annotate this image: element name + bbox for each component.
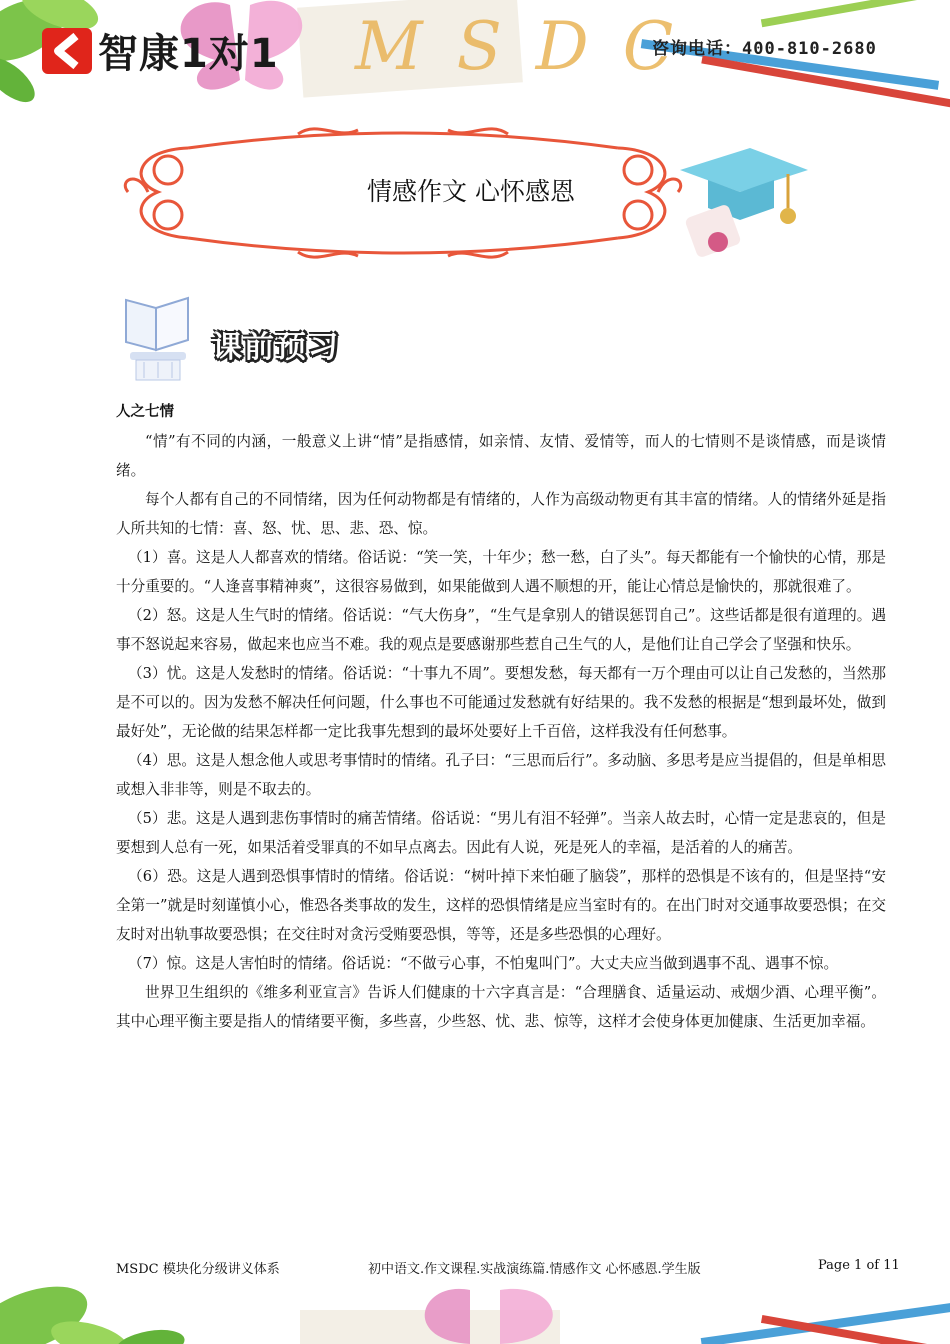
msdc-watermark: MSDC bbox=[355, 8, 708, 85]
footer-series: MSDC 模块化分级讲义体系 bbox=[116, 1262, 280, 1277]
page-header bbox=[0, 0, 950, 108]
brand-logo[interactable] bbox=[40, 22, 279, 79]
paragraph: 每个人都有自己的不同情绪，因为任何动物都是有情绪的，人作为高级动物更有其丰富的情绪。人的情绪外延是指人所共知的七情：喜、怒、忧、思、悲、恐、惊。 bbox=[116, 491, 886, 537]
paragraph: 世界卫生组织的《维多利亚宣言》告诉人们健康的十六字真言是：“合理膳食、适量运动、戒烟少酒、心理平衡”。其中心理平衡主要是指人的情绪要平衡，多些喜，少些怒、忧、悲、惊等，这样才会使身体更加健康、生活更加幸福。 bbox=[116, 984, 886, 1030]
footer-course-path: 初中语文.作文课程.实战演练篇.情感作文 心怀感恩.学生版 bbox=[368, 1262, 701, 1277]
hotline-text: 咨询电话：400-810-2680 bbox=[652, 39, 877, 59]
paragraph: （3）忧。这是人发愁时的情绪。俗话说：“十事九不周”。要想发愁，每天都有一万个理由可以让自己发愁的，当然那是不可以的。因为发愁不解决任何问题，什么事也不可能通过发愁就有好结果的。我不发愁的根据是“想到最坏处，做到最好处”，无论做的结果怎样都一定比我事先想到的最坏处要好上千百倍，这样我没有任何愁事。 bbox=[116, 665, 886, 740]
article-heading: 人之七情 bbox=[116, 404, 174, 420]
paragraph: （7）惊。这是人害怕时的情绪。俗话说：“不做亏心事，不怕鬼叫门”。大丈夫应当做到遇事不乱、遇事不惊。 bbox=[128, 955, 839, 972]
paragraph: （4）思。这是人想念他人或思考事情时的情绪。孔子曰：“三思而后行”。多动脑、多思考是应当提倡的，但是单相思或想入非非等，则是不取去的。 bbox=[116, 752, 886, 798]
graduation-cap-icon bbox=[670, 130, 810, 270]
brand-name: 智康1对1 bbox=[98, 31, 279, 77]
book-pedestal-icon bbox=[118, 290, 198, 385]
article-body bbox=[116, 398, 886, 1036]
logo-arrow-icon bbox=[40, 24, 94, 78]
paragraph: （1）喜。这是人人都喜欢的情绪。俗话说：“笑一笑，十年少；愁一愁，白了头”。每天都能有一个愉快的心情，那是十分重要的。“人逢喜事精神爽”，这很容易做到，如果能做到人遇不顺想的开，能让心情总是愉快的，那就很难了。 bbox=[116, 549, 886, 595]
paragraph: （2）怒。这是人生气时的情绪。俗话说：“气大伤身”，“生气是拿别人的错误惩罚自己”。这些话都是很有道理的。遇事不怒说起来容易，做起来也应当不难。我的观点是要感谢那些惹自己生气的人，是他们让自己学会了坚强和快乐。 bbox=[116, 607, 886, 653]
page-number: Page 1 of 11 bbox=[818, 1258, 900, 1273]
paragraph: “情”有不同的内涵，一般意义上讲“情”是指感情，如亲情、友情、爱情等，而人的七情则不是谈情感，而是谈情绪。 bbox=[116, 433, 886, 479]
paragraph: （6）恐。这是人遇到恐惧事情时的情绪。俗话说：“树叶掉下来怕砸了脑袋”，那样的恐惧是不该有的，但是坚持“安全第一”就是时刻谨慎小心，惟恐各类事故的发生，这样的恐惧情绪是应当室时有的。在出门时对交通事故要恐惧；在交友时对出轨事故要恐惧；在交往时对贪污受贿要恐惧，等等，还是多些恐惧的心理好。 bbox=[116, 868, 886, 943]
section-title: 课前预习 bbox=[212, 330, 340, 365]
paragraph: （5）悲。这是人遇到悲伤事情时的痛苦情绪。俗话说：“男儿有泪不轻弹”。当亲人故去时，心情一定是悲哀的，但是要想到人总有一死，如果活着受罪真的不如早点离去。因此有人说，死是死人的幸福，是活着的人的痛苦。 bbox=[116, 810, 886, 856]
page-title: 情感作文 心怀感恩 bbox=[367, 177, 575, 206]
